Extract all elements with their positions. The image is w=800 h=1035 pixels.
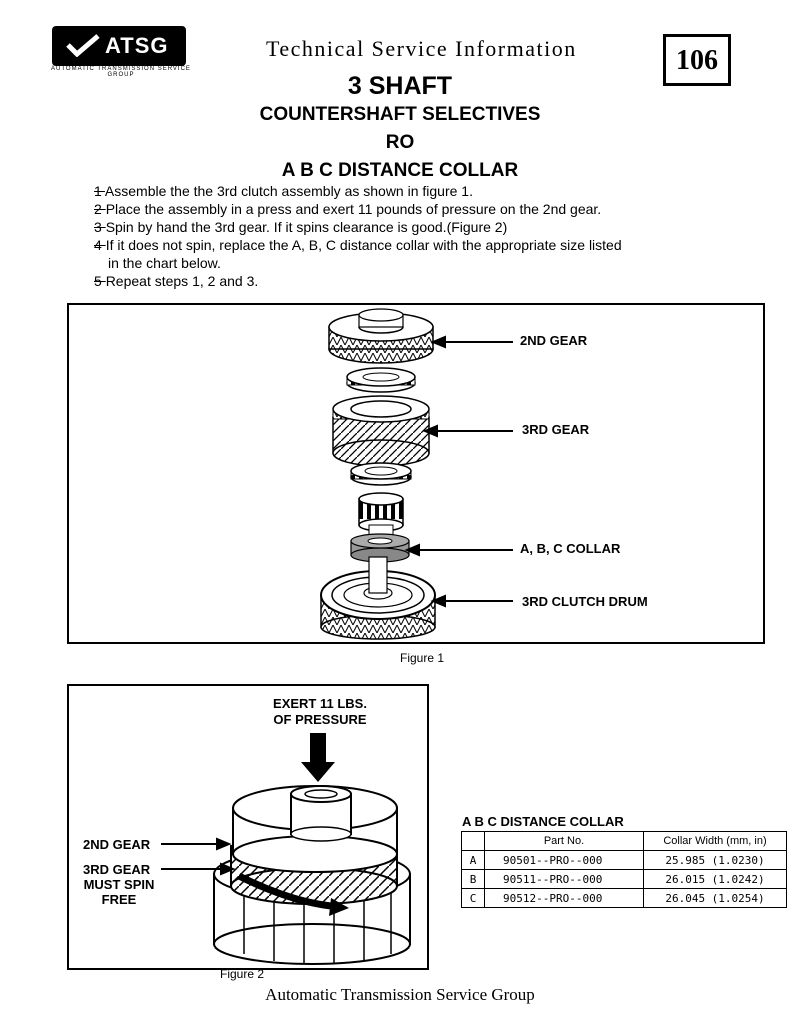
table-cell-part-no: 90512--PRO--000	[485, 889, 644, 908]
figure-1-caption: Figure 1	[400, 651, 445, 665]
table-cell-letter: C	[462, 889, 485, 908]
second-gear-part	[329, 309, 433, 363]
label-fig2-free: FREE	[101, 892, 137, 907]
figure-2-arrows	[161, 839, 233, 874]
table-cell-width: 26.015 (1.0242)	[644, 870, 787, 889]
table-header-letter	[462, 832, 485, 851]
figure-1-frame	[67, 303, 765, 644]
tsi-title: Technical Service Information	[266, 36, 577, 61]
step-4: 4 If it does not spin, replace the A, B, C distance collar with the appropriate size listed	[94, 237, 622, 253]
label-3rd-clutch-drum: 3RD CLUTCH DRUM	[522, 594, 648, 609]
collar-table	[461, 831, 787, 908]
logo-arc-text: AUTOMATIC TRANSMISSION SERVICE GROUP	[51, 66, 191, 78]
logo-badge	[52, 26, 186, 66]
table-header-row	[462, 832, 787, 851]
table-cell-part-no: 90501--PRO--000	[485, 851, 644, 870]
label-exert-line1: EXERT 11 LBS.	[273, 696, 367, 711]
third-clutch-drum-part	[321, 557, 435, 639]
label-fig2-2nd-gear: 2ND GEAR	[83, 837, 151, 852]
checkmark-icon	[65, 33, 101, 57]
second-gear-body	[233, 786, 397, 872]
step-5: 5 Repeat steps 1, 2 and 3.	[94, 273, 259, 289]
step-4-continued: in the chart below.	[108, 255, 221, 271]
table-row	[462, 889, 787, 908]
press-test-illustration	[69, 686, 427, 968]
table-cell-letter: A	[462, 851, 485, 870]
figure-2-caption: Figure 2	[220, 967, 265, 981]
title-model: RO	[385, 132, 415, 153]
table-header-collar-width: Collar Width (mm, in)	[644, 832, 787, 851]
procedure-steps	[94, 182, 734, 290]
table-cell-width: 25.985 (1.0230)	[644, 851, 787, 870]
logo-text: ATSG	[105, 33, 169, 58]
pressure-arrow-icon	[301, 733, 335, 782]
table-cell-part-no: 90511--PRO--000	[485, 870, 644, 889]
title-3-shaft: 3 SHAFT	[347, 72, 453, 100]
table-header-part-no: Part No.	[485, 832, 644, 851]
label-exert-line2: OF PRESSURE	[273, 712, 367, 727]
step-1: 1 Assemble the the 3rd clutch assembly as shown in figure 1.	[94, 183, 473, 199]
title-countershaft: COUNTERSHAFT SELECTIVES	[259, 104, 541, 125]
table-row	[462, 870, 787, 889]
table-cell-letter: B	[462, 870, 485, 889]
step-3: 3 Spin by hand the 3rd gear. If it spins clearance is good.(Figure 2)	[94, 219, 508, 235]
collar-table-title: A B C DISTANCE COLLAR	[462, 814, 624, 829]
label-3rd-gear: 3RD GEAR	[522, 422, 590, 437]
page-number: 106	[663, 34, 731, 86]
thrust-washer-upper	[347, 368, 415, 392]
needle-bearing	[359, 493, 403, 537]
figure-2-frame	[67, 684, 429, 970]
figure-1-arrows	[407, 337, 513, 606]
exploded-assembly-illustration	[69, 305, 763, 642]
label-abc-collar: A, B, C COLLAR	[520, 541, 621, 556]
title-collar: A B C DISTANCE COLLAR	[281, 160, 519, 181]
thrust-bearing-lower	[351, 463, 411, 485]
label-fig2-must-spin: MUST SPIN	[83, 877, 155, 892]
step-2: 2 Place the assembly in a press and exert 11 pounds of pressure on the 2nd gear.	[94, 201, 602, 217]
table-row	[462, 851, 787, 870]
footer-org-name: Automatic Transmission Service Group	[265, 985, 535, 1004]
table-cell-width: 26.045 (1.0254)	[644, 889, 787, 908]
label-2nd-gear: 2ND GEAR	[520, 333, 588, 348]
third-gear-part	[333, 396, 429, 466]
label-fig2-3rd-gear: 3RD GEAR	[83, 862, 151, 877]
